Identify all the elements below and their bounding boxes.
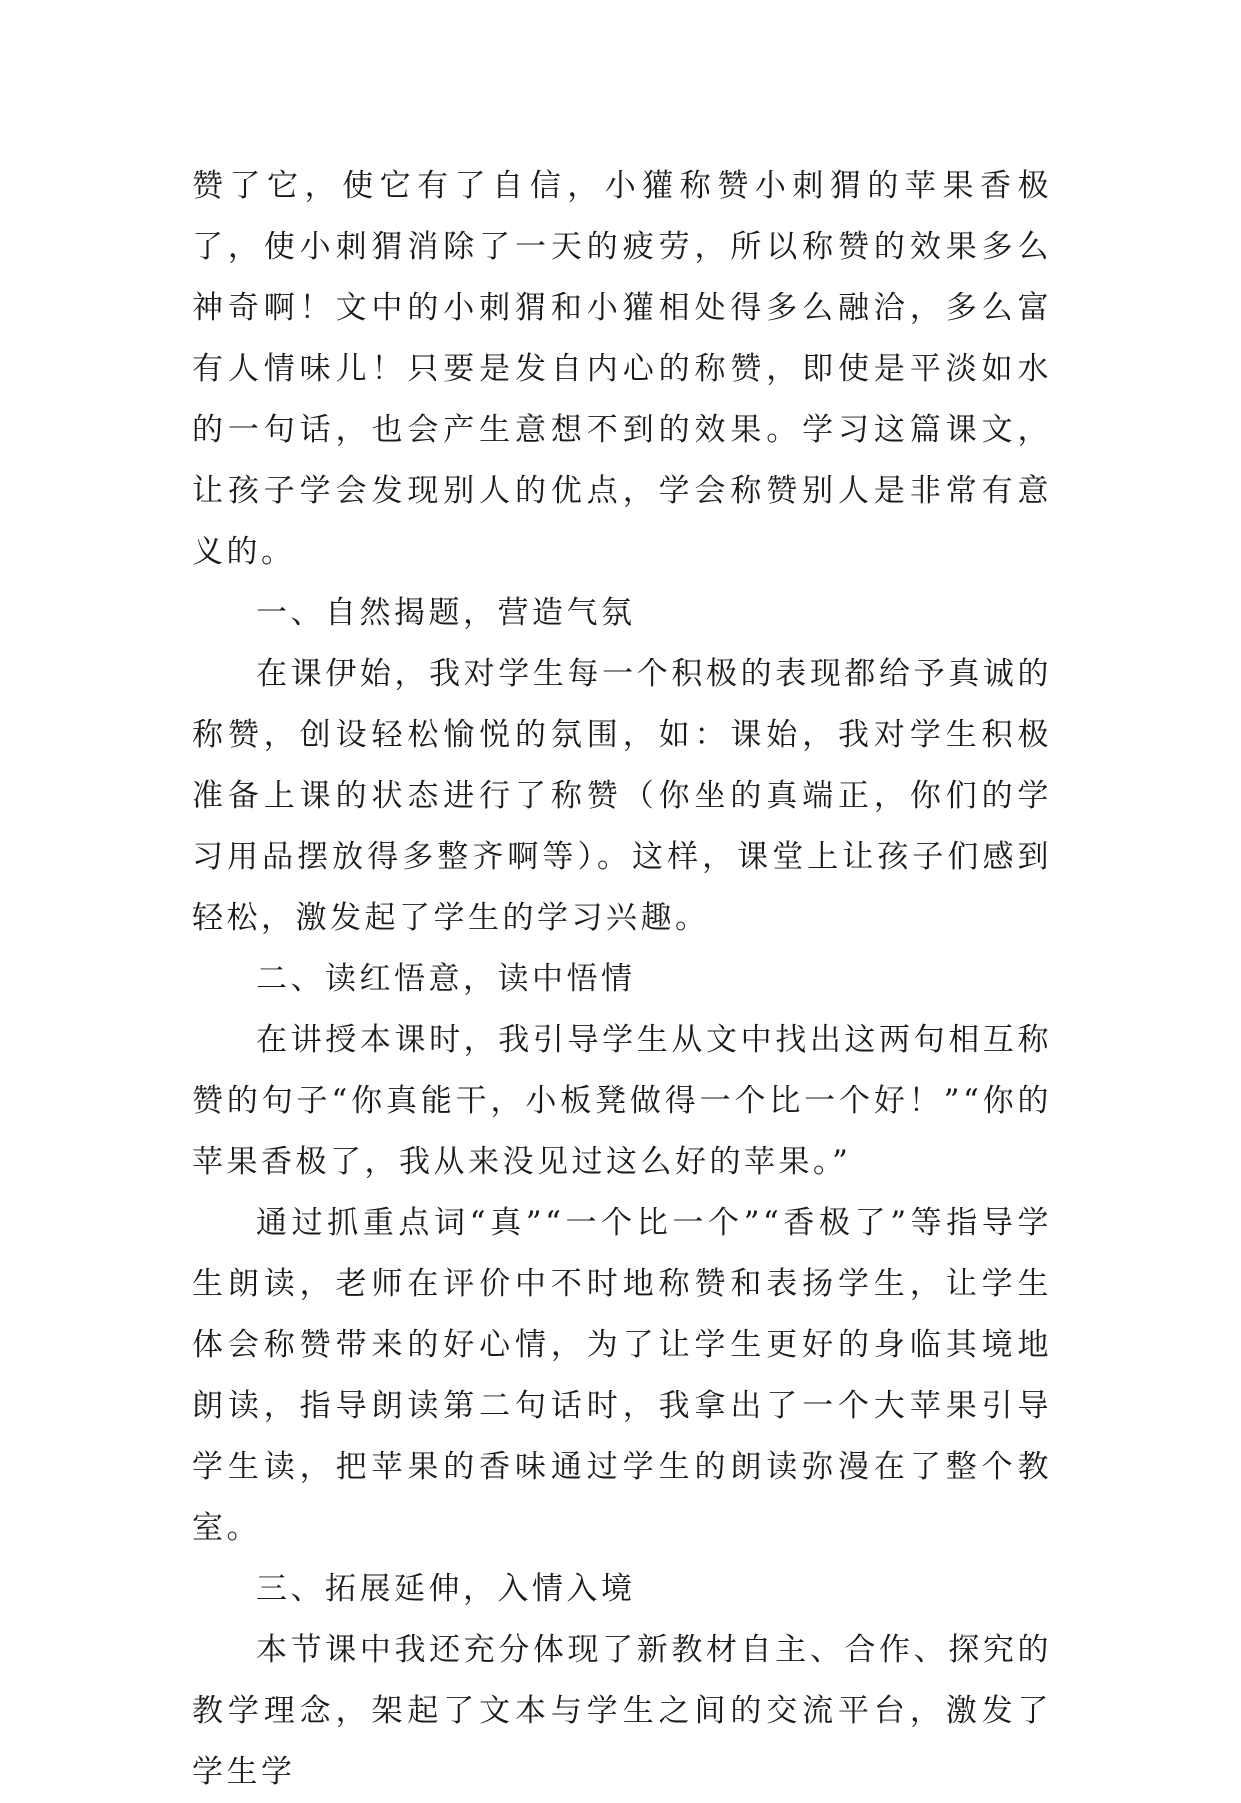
section-heading-1: 一、自然揭题，营造气氛: [256, 595, 636, 631]
section-heading-3: 三、拓展延伸，入情入境: [256, 1571, 636, 1607]
paragraph-3: 在讲授本课时，我引导学生从文中找出这两句相互称赞的句子“你真能干，小板凳做得一个比一个好！”“你的苹果香极了，我从来没见过这么好的苹果。”: [192, 1022, 1052, 1180]
paragraph-1: 赞了它，使它有了自信，小獾称赞小刺猬的苹果香极了，使小刺猬消除了一天的疲劳，所以称赞的效果多么神奇啊！文中的小刺猬和小獾相处得多么融洽，多么富有人情味儿！只要是发自内心的称赞，即使是平淡如水的一句话，也会产生意想不到的效果。学习这篇课文，让孩子学会发现别人的优点，学会称赞别人是非常有意义的。: [192, 168, 1052, 570]
paragraph-2: 在课伊始，我对学生每一个积极的表现都给予真诚的称赞，创设轻松愉悦的氛围，如：课始，我对学生积极准备上课的状态进行了称赞（你坐的真端正，你们的学习用品摆放得多整齐啊等）。这样，课堂上让孩子们感到轻松，激发起了学生的学习兴趣。: [192, 656, 1052, 936]
document-body: [192, 156, 1052, 1803]
paragraph-5: 本节课中我还充分体现了新教材自主、合作、探究的教学理念，架起了文本与学生之间的交流平台，激发了学生学: [192, 1632, 1052, 1790]
section-heading-2: 二、读红悟意，读中悟情: [256, 961, 636, 997]
paragraph-4: 通过抓重点词“真”“一个比一个”“香极了”等指导学生朗读，老师在评价中不时地称赞和表扬学生，让学生体会称赞带来的好心情，为了让学生更好的身临其境地朗读，指导朗读第二句话时，我拿出了一个大苹果引导学生读，把苹果的香味通过学生的朗读弥漫在了整个教室。: [192, 1205, 1052, 1546]
